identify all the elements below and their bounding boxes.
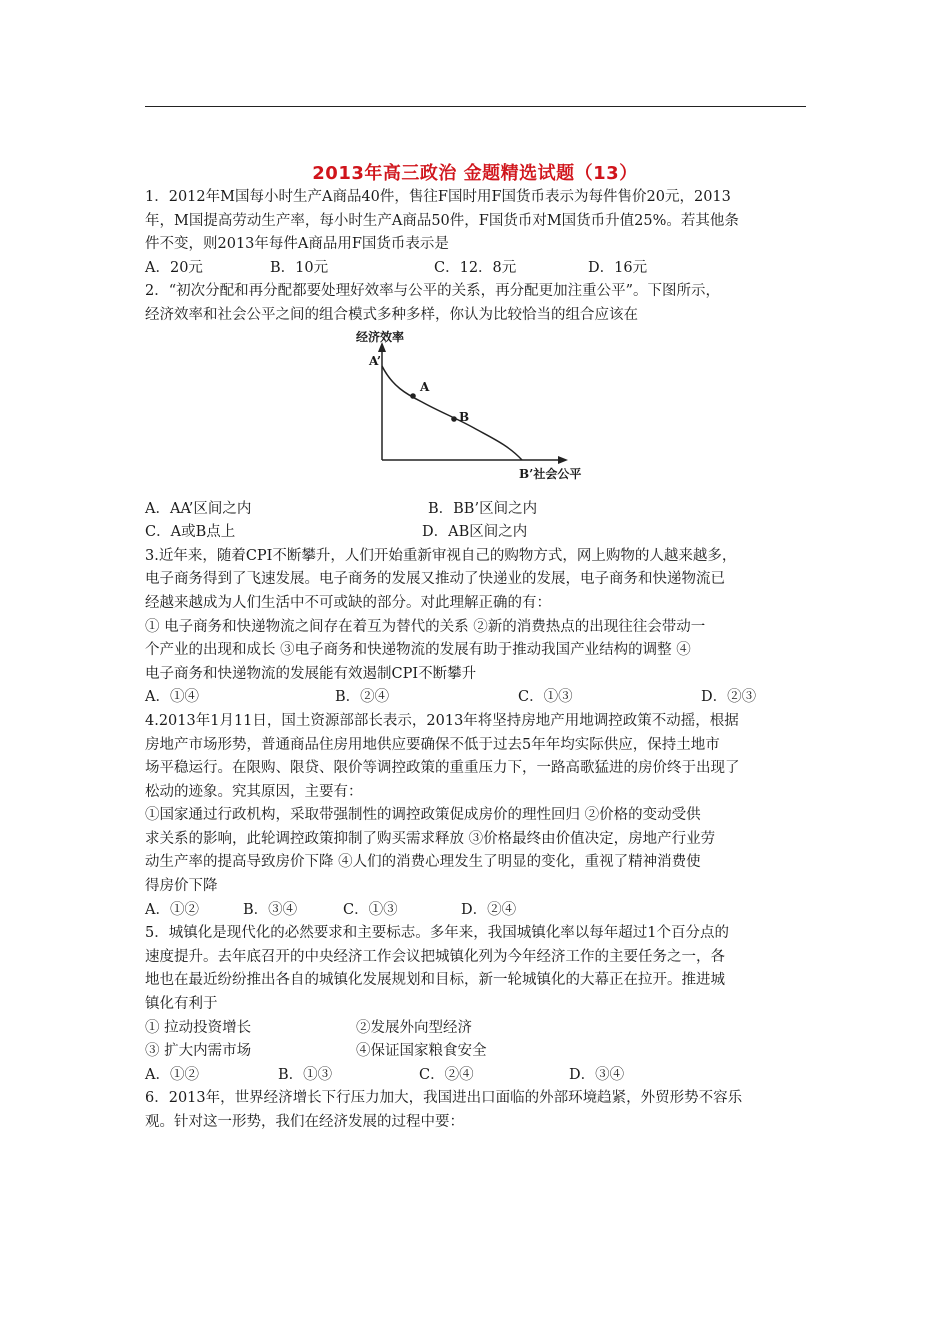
- q2-line: 2．“初次分配和再分配都要处理好效率与公平的关系，再分配更加注重公平”。下图所示，: [145, 283, 721, 300]
- q2-option-b: B．BB’区间之内: [428, 500, 538, 517]
- q2-options-row1: [145, 498, 810, 522]
- q4-line: 得房价下降: [145, 878, 218, 895]
- q3-option-c: C．①③: [518, 689, 573, 706]
- q1-options: [145, 257, 810, 281]
- q4-line: ①国家通过行政机构，采取带强制性的调控政策促成房价的理性回归 ②价格的变动受供: [145, 807, 701, 824]
- q3-option-a: A．①④: [145, 689, 199, 706]
- point-a-label: A: [420, 379, 430, 394]
- q1-line: 件不变，则2013年每件A商品用F国货币表示是: [145, 236, 449, 253]
- q2-line: 经济效率和社会公平之间的组合模式多种多样，你认为比较恰当的组合应该在: [145, 306, 638, 323]
- q3-line: 经越来越成为人们生活中不可或缺的部分。对此理解正确的有：: [145, 594, 551, 611]
- header-rule: [145, 106, 806, 107]
- q5-line: 镇化有利于: [145, 996, 218, 1013]
- q2-option-d: D．AB区间之内: [422, 524, 528, 541]
- q4-line: 动生产率的提高导致房价下降 ④人们的消费心理发生了明显的变化，重视了精神消费使: [145, 854, 701, 871]
- q6-line: 观。针对这一形势，我们在经济发展的过程中要：: [145, 1114, 464, 1130]
- q6-line: 6．2013年，世界经济增长下行压力加大，我国进出口面临的外部环境趋紧，外贸形势不容乐: [145, 1090, 743, 1107]
- q3-line: ① 电子商务和快递物流之间存在着互为替代的关系 ②新的消费热点的出现往往会带动一: [145, 618, 706, 635]
- q4-line: 4.2013年1月11日，国土资源部部长表示，2013年将坚持房地产用地调控政策不动摇，根据: [145, 712, 739, 729]
- q5-option-b: B．①③: [278, 1066, 333, 1083]
- q4-line: 松动的迹象。究其原因，主要有：: [145, 783, 363, 800]
- point-a-dot: [410, 393, 416, 399]
- efficiency-equity-diagram: [145, 330, 810, 496]
- q4-option-d: D．②④: [461, 901, 517, 918]
- q3-line: 个产业的出现和成长 ③电子商务和快递物流的发展有助于推动我国产业结构的调整 ④: [145, 642, 691, 659]
- q1-line: 1．2012年M国每小时生产A商品40件，售往F国时用F国货币表示为每件售价20元，2013: [145, 189, 731, 205]
- q5-line: 5．城镇化是现代化的必然要求和主要标志。多年来，我国城镇化率以每年超过1个百分点的: [145, 925, 729, 942]
- q4-option-b: B．③④: [243, 901, 298, 918]
- q1-line: 年，M国提高劳动生产率，每小时生产A商品50件，F国货币对M国货币升值25%。若其他条: [145, 212, 739, 229]
- q5-line: 地也在最近纷纷推出各自的城镇化发展规划和目标，新一轮城镇化的大幕正在拉开。推进城: [145, 972, 725, 989]
- q5-choices-row1: [145, 1017, 810, 1041]
- q4-line: 房地产市场形势，普通商品住房用地供应要确保不低于过去5年年均实际供应，保持土地市: [145, 736, 720, 753]
- q5-choices-row2: [145, 1040, 810, 1064]
- q5-choice-2: ②发展外向型经济: [356, 1019, 472, 1036]
- q3-line: 电子商务得到了飞速发展。电子商务的发展又推动了快递业的发展，电子商务和快递物流已: [145, 571, 725, 588]
- point-b-label: B: [459, 409, 470, 424]
- q5-choice-4: ④保证国家粮食安全: [356, 1043, 487, 1060]
- x-axis-label: B’社会公平: [519, 466, 582, 481]
- q1-option-c: C．12．8元: [434, 259, 517, 276]
- q3-options: [145, 686, 810, 710]
- q1-option-a: A．20元: [145, 259, 203, 276]
- q5-choice-1: ① 拉动投资增长: [145, 1019, 252, 1036]
- q5-options: [145, 1064, 810, 1088]
- q5-line: 速度提升。去年底召开的中央经济工作会议把城镇化列为今年经济工作的主要任务之一，各: [145, 948, 725, 965]
- q2-option-c: C．A或B点上: [145, 524, 236, 541]
- page-title: 2013年高三政治 金题精选试题（13）: [312, 163, 638, 184]
- q5-option-a: A．①②: [145, 1066, 199, 1083]
- a-prime-label: A’: [369, 353, 382, 368]
- q5-option-c: C．②④: [419, 1066, 474, 1083]
- point-b-dot: [451, 416, 457, 422]
- frontier-curve: [382, 366, 522, 460]
- question-body: [145, 186, 810, 1135]
- q4-line: 求关系的影响，此轮调控政策抑制了购买需求释放 ③价格最终由价值决定，房地产行业劳: [145, 830, 716, 847]
- q1-option-d: D．16元: [588, 259, 648, 276]
- q1-option-b: B．10元: [270, 259, 329, 276]
- q4-options: [145, 899, 810, 923]
- q3-line: 3.近年来，随着CPI不断攀升，人们开始重新审视自己的购物方式，网上购物的人越来越多，: [145, 547, 737, 564]
- q5-option-d: D．③④: [569, 1066, 625, 1083]
- q4-line: 场平稳运行。在限购、限贷、限价等调控政策的重重压力下，一路高歌猛进的房价终于出现了: [145, 760, 740, 777]
- q2-option-a: A．AA’区间之内: [145, 500, 252, 517]
- q3-option-d: D．②③: [701, 689, 757, 706]
- q4-option-a: A．①②: [145, 901, 199, 918]
- y-axis-label: 经济效率: [356, 329, 405, 344]
- q5-choice-3: ③ 扩大内需市场: [145, 1043, 252, 1060]
- q4-option-c: C．①③: [343, 901, 398, 918]
- q3-option-b: B．②④: [335, 689, 390, 706]
- q3-line: 电子商务和快递物流的发展能有效遏制CPI不断攀升: [145, 665, 477, 682]
- q2-options-row2: [145, 521, 810, 545]
